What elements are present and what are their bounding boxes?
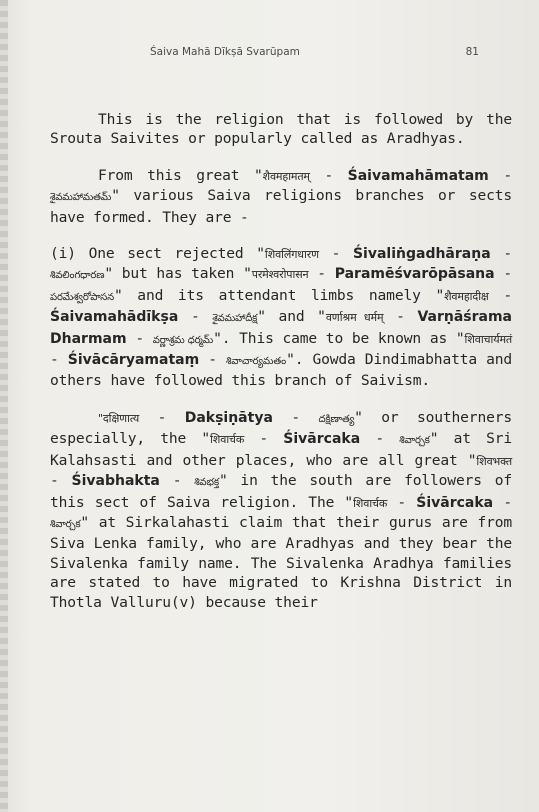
paragraph-4: "दक्षिणात्य - Dakṣiṇātya - దక్షిణాత్య" or southerners especially, the "शिवार्चक - Śivārcaka - శివార్చక" at Sri Kalahsasti and other places, who are all great "शिवभक्त - Śivabhakta - శివభక్త" in the south are followers of this sect of Saiva religion. The "शिवार्चक - Śivārcaka - శివార్చక" at Sirkalahasti claim that their gurus are from Siva Lenka family, who are Aradhyas and they bear the Sivalenka family name. The Sivalenka Aradhya families are stated to have migrated to Krishna District in Thotla Valluru(v) because their [50, 408, 512, 611]
sanskrit-term: शैवमहामतम् [262, 169, 310, 183]
romanized-term: Śaivamahāmatam [347, 167, 489, 184]
paragraph-3: (i) One sect rejected "शिवलिंगधारण - Śivaliṅgadhāraṇa - శివలింగధారణ" but has taken "परमेश्वरोपासन - Paramēśvarōpāsana - పరమేశ్వరోపాసన" and its attendant limbs namely "शैवमहादीक्ष - Śaivamahādīkṣa - శైవమహాదీక్ష" and "वर्णाश्रम धर्मम् - Varṇāśrama Dharmam - వర్ణాశ్రమ ధర్మమ్". This came to be known as "शिवाचार्यमतं - Śivācāryamataṃ - శివాచార్యమతం". Gowda Dindimabhatta and others have followed this branch of Saivism. [50, 245, 512, 390]
telugu-term: శైవమహామతమ్ [50, 192, 112, 204]
page-body [50, 110, 512, 629]
page-binding-edge [0, 0, 8, 812]
paragraph-2: From this great "शैवमहामतम् - Śaivamahāmatam - శైవమహామతమ్" various Saiva religions branches or sects have formed. They are - [50, 166, 512, 226]
page-number: 81 [465, 46, 479, 58]
running-title: Śaiva Mahā Dīkṣā Svarūpam [150, 46, 300, 58]
paragraph-1: This is the religion that is followed by the Srouta Saivites or popularly called as Aradhyas. [50, 111, 512, 148]
